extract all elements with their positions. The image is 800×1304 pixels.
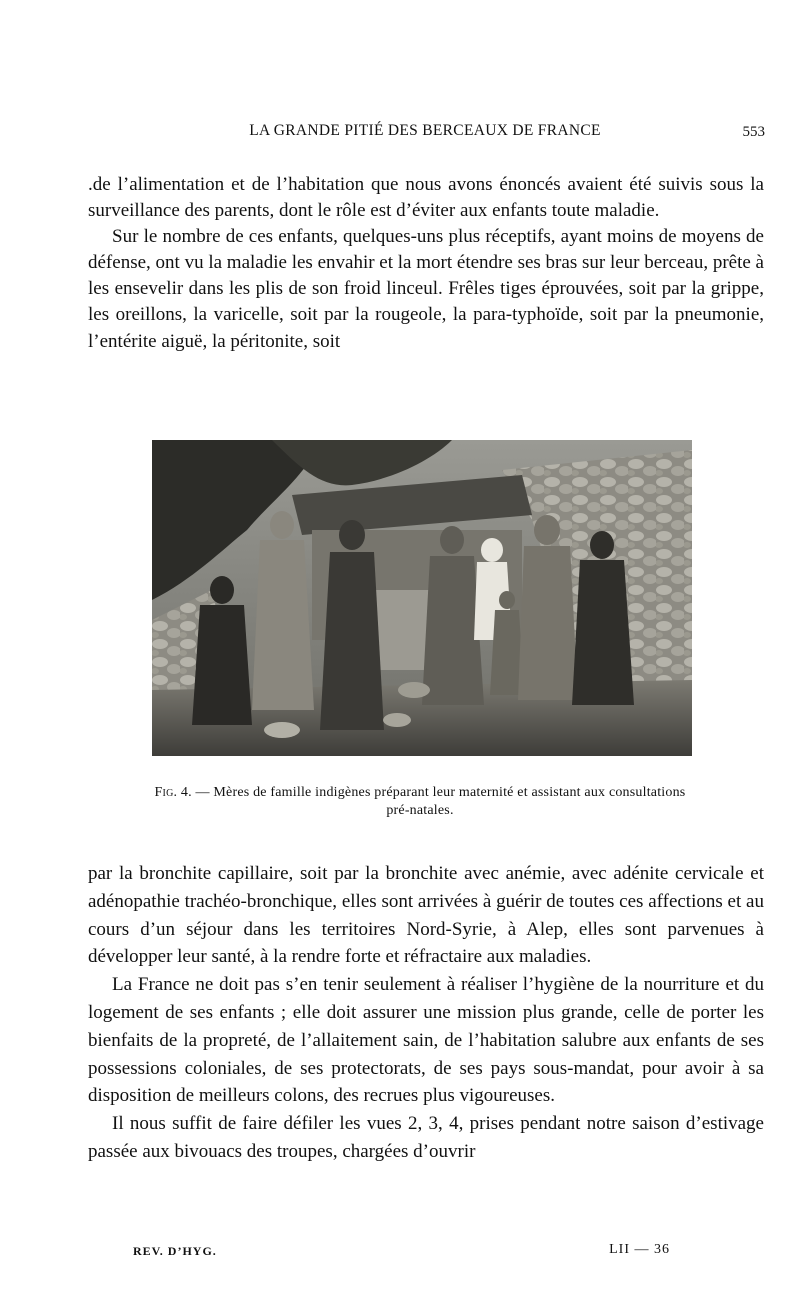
photograph-image	[152, 440, 692, 756]
journal-signature: REV. D’HYG.	[133, 1244, 217, 1258]
volume-sheet-mark: LII — 36	[609, 1242, 670, 1257]
figure-photograph	[152, 440, 692, 756]
body-text-bottom	[88, 860, 764, 1166]
body-text-top	[88, 172, 764, 355]
figure-caption	[150, 784, 690, 820]
paragraph: par la bronchite capillaire, soit par la bronchite avec anémie, avec adénite cervicale et adénopathie trachéo-bronchique, elles sont arrivées à guérir de toutes ces affections et au cours d’un séjour dans les territoires Nord-Syrie, à Alep, elles sont parvenues à développer leur santé, à la rendre forte et réfractaire aux maladies.	[88, 863, 764, 968]
paragraph: Sur le nombre de ces enfants, quelques-uns plus réceptifs, ayant moins de moyens de défense, ont vu la maladie les envahir et la mort étendre ses bras sur leur berceau, prête à les ensevelir dans les plis de son froid linceul. Frêles tiges éprouvées, soit par la grippe, les oreillons, la varicelle, soit par la rougeole, la para-typhoïde, soit par la pneumonie, l’entérite aiguë, la péritonite, soit	[88, 226, 764, 352]
paragraph: Il nous suffit de faire défiler les vues 2, 3, 4, prises pendant notre saison d’estivage passée aux bivouacs des troupes, chargées d’ouvrir	[88, 1113, 764, 1162]
running-title: LA GRANDE PITIÉ DES BERCEAUX DE FRANCE	[249, 122, 601, 139]
figure-caption-text: — Mères de famille indigènes préparant leur maternité et assistant aux consultations pré-natales.	[195, 785, 686, 818]
paragraph: La France ne doit pas s’en tenir seulement à réaliser l’hygiène de la nourriture et du logement de ses enfants ; elle doit assurer une mission plus grande, celle de porter les bienfaits de la propreté, de l’allaitement sain, de l’habitation salubre aux enfants de ses possessions coloniales, de ses protectorats, de ses pays sous-mandat, pour avoir à sa disposition de meilleurs colons, des recrues plus vigoureuses.	[88, 974, 764, 1107]
paragraph: .de l’alimentation et de l’habitation que nous avons énoncés avaient été suivis sous la surveillance des parents, dont le rôle est d’éviter aux enfants toute maladie.	[88, 174, 764, 222]
figure-label: Fig. 4.	[154, 785, 192, 800]
page-number: 553	[742, 124, 765, 140]
